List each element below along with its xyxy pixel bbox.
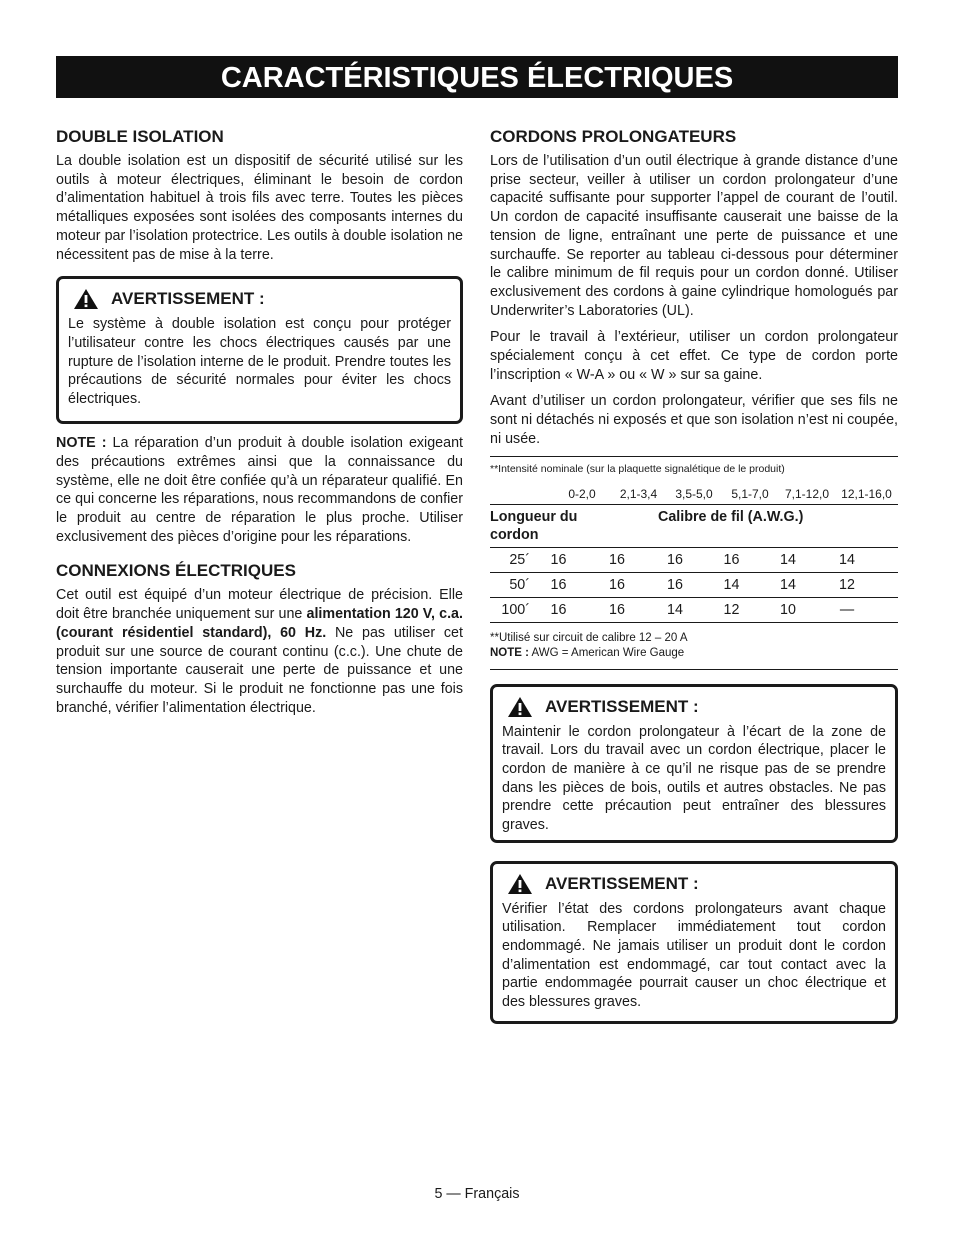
amp-range: 3,5-5,0 bbox=[675, 486, 713, 501]
table-cell: 16 bbox=[667, 576, 683, 593]
table-cell: 16 bbox=[723, 551, 740, 568]
warning-title: AVERTISSEMENT : bbox=[545, 696, 699, 716]
repair-note bbox=[56, 434, 463, 546]
cordons-heading: CORDONS PROLONGATEURS bbox=[490, 127, 737, 146]
col-header-length: Longueur du cordon bbox=[490, 508, 578, 543]
table-cell: 14 bbox=[780, 576, 796, 593]
page-footer: 5 — Français bbox=[434, 1186, 520, 1202]
table-cell: 12 bbox=[723, 601, 740, 618]
connexions-text-b: Ne pas utiliser cet produit sur une source de courant continu (c.c.). Une chute de tension importante causerait une perte de puissance et une surchauffe du moteur. Si le produit ne fonctionne pas une fois branché, vérifier l’alimentation électrique. bbox=[56, 624, 463, 716]
table-cell: 14 bbox=[839, 551, 855, 568]
table-cell: 16 bbox=[550, 601, 567, 618]
left-column bbox=[56, 126, 463, 717]
amp-range: 5,1-7,0 bbox=[731, 486, 769, 501]
table-row bbox=[490, 573, 898, 598]
page-title-banner: CARACTÉRISTIQUES ÉLECTRIQUES bbox=[56, 56, 898, 98]
table-cell: 16 bbox=[609, 601, 625, 618]
amp-range: 7,1-12,0 bbox=[784, 486, 830, 501]
table-row bbox=[490, 598, 898, 622]
table-cell: — bbox=[839, 601, 855, 618]
table-cell: 16 bbox=[609, 576, 625, 593]
footnote-note-text: AWG = American Wire Gauge bbox=[528, 646, 685, 659]
amp-range: 2,1-3,4 bbox=[619, 486, 658, 501]
table-row bbox=[490, 548, 898, 573]
table-top-note: **Intensité nominale (sur la plaquette signalétique de le produit) bbox=[490, 462, 785, 475]
table-footnotes bbox=[490, 631, 898, 670]
table-amp-row bbox=[490, 481, 898, 501]
warning-text: Vérifier l’état des cordons prolongateurs avant chaque utilisation. Remplacer immédiatement tout cordon endommagé. Ne jamais utiliser un produit dont le cordon d’alimentation est endommagé, car tout contact avec la partie endommagée pourrait causer un choc électrique et des blessures graves. bbox=[502, 900, 886, 1011]
double-isolation-heading: DOUBLE ISOLATION bbox=[56, 127, 224, 146]
table-cell: 10 bbox=[780, 601, 796, 618]
extension-cord-table bbox=[490, 456, 898, 623]
warning-text: Maintenir le cordon prolongateur à l’écart de la zone de travail. Lors du travail avec un cordon électrique, placer le cordon de manière à ce qu’il ne risque pas de se prendre dans les pièces de bois, outils et autres obstacles. Ne pas prendre cette précaution peut entraîner des blessures graves. bbox=[502, 723, 886, 834]
table-cell: 50´ bbox=[509, 576, 530, 593]
connexions-text-a: Cet outil est équipé d’un moteur électrique de précision. Elle doit être branchée uniquement sur une bbox=[56, 587, 463, 623]
connexions-text bbox=[56, 586, 463, 717]
connexions-heading: CONNEXIONS ÉLECTRIQUES bbox=[56, 561, 296, 581]
note-text: La réparation d’un produit à double isolation exigeant des précautions extrêmes ainsi que la connaissance du système, elle ne doit être confiée qu’à un réparateur qualifié. En ce qui concerne les réparations, nous recommandons de confier le produit au centre de réparation le plus proche. Utiliser exclusivement des pièces d’origine pour les réparations. bbox=[56, 435, 463, 545]
warning-title: AVERTISSEMENT : bbox=[111, 289, 265, 309]
table-cell: 14 bbox=[667, 601, 683, 618]
cordons-paragraph-3: Avant d’utiliser un cordon prolongateur, vérifier que ses fils ne sont ni détachés ni exposés et que son isolation n’est ni coupée, ni usée. bbox=[490, 393, 898, 447]
warning-triangle-icon bbox=[73, 288, 99, 310]
table-cell: 14 bbox=[780, 551, 796, 568]
warning-triangle-icon bbox=[507, 696, 533, 718]
table-cell: 16 bbox=[550, 576, 567, 593]
table-cell: 16 bbox=[550, 551, 567, 568]
table-body bbox=[490, 548, 898, 622]
connexions-text-bold: alimentation 120 V, c.a. (courant résidentiel standard), 60 Hz. bbox=[56, 606, 463, 641]
warning-text: Le système à double isolation est conçu pour protéger l’utilisateur contre les chocs électriques causés par une rupture de l’isolation interne de le produit. Prendre toutes les précautions de sécurité normales pour éviter les chocs électriques. bbox=[68, 316, 451, 408]
warning-box-cord-placement bbox=[490, 684, 898, 843]
warning-triangle-icon bbox=[507, 873, 533, 895]
warning-box-cord-condition bbox=[490, 861, 898, 1024]
table-cell: 100´ bbox=[501, 601, 530, 618]
table-cell: 16 bbox=[609, 551, 625, 568]
table-footnote-2 bbox=[490, 646, 898, 661]
cordons-paragraph-1: Lors de l’utilisation d’un outil électrique à grande distance d’une prise secteur, veiller à utiliser un cordon prolongateur d’une capacité suffisante pour supporter l’appel de courant de l’outil. Un cordon de capacité insuffisante causerait une baisse de la tension de ligne, entraînant une perte de puissance et une surchauffe. Se reporter au tableau ci-dessous pour déterminer le calibre minimum de fil requis pour un cordon donné. Utiliser exclusivement des cordons à gaine cylindrique homologués par Underwriter’s Laboratories (UL). bbox=[490, 153, 898, 319]
amp-range: 12,1-16,0 bbox=[841, 486, 892, 501]
note-label: NOTE : bbox=[56, 435, 107, 452]
table-header bbox=[490, 504, 898, 548]
table-footnote-1: **Utilisé sur circuit de calibre 12 – 20 A bbox=[490, 631, 688, 644]
table-cell: 25´ bbox=[509, 551, 530, 568]
table-cell: 14 bbox=[723, 576, 740, 593]
table-cell: 12 bbox=[839, 576, 855, 593]
right-column bbox=[490, 126, 898, 1024]
warning-title: AVERTISSEMENT : bbox=[545, 873, 699, 893]
footnote-note-label: NOTE : bbox=[490, 646, 529, 659]
warning-box-double-isolation bbox=[56, 276, 463, 424]
cordons-paragraph-2: Pour le travail à l’extérieur, utiliser un cordon prolongateur spécialement conçu à cet effet. Ce type de cordon porte l’inscription « W-A » ou « W » sur sa gaine. bbox=[490, 329, 898, 383]
double-isolation-text: La double isolation est un dispositif de sécurité utilisé sur les outils à moteur électriques, éliminant le besoin de cordon d’alimentation habituel à trois fils avec terre. Toutes les pièces métalliques exposées sont isolées des composants internes du moteur par l’isolation protectrice. Les outils à double isolation ne nécessitent pas de mise à la terre. bbox=[56, 153, 463, 263]
table-cell: 16 bbox=[667, 551, 683, 568]
col-header-gauge: Calibre de fil (A.W.G.) bbox=[658, 508, 804, 525]
amp-range: 0-2,0 bbox=[568, 486, 596, 501]
